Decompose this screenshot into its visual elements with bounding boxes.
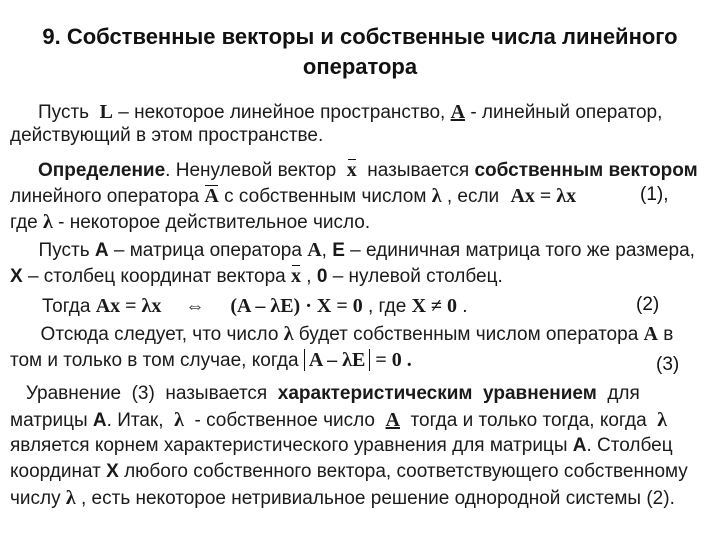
text-line: действующий в этом пространстве. (10, 125, 324, 146)
math-symbol: λ (43, 211, 53, 233)
equation-number: (1), (640, 184, 669, 205)
text: линейного оператора (10, 186, 205, 207)
formula: = 0 . (370, 349, 412, 371)
text-line (38, 158, 720, 183)
text-line (10, 264, 710, 289)
math-symbol: A (385, 409, 400, 431)
text: - линейный оператор, (465, 102, 663, 123)
text: Пусть (28, 240, 95, 261)
text-line (28, 238, 720, 263)
equation-number: (3) (656, 354, 680, 375)
math-symbol: λ (283, 323, 294, 345)
bold-term: характеристическим уравнением (277, 383, 597, 404)
text: матрицы (10, 410, 93, 431)
text: тогда и только тогда, когда (399, 410, 658, 431)
math-symbol: A (94, 240, 109, 261)
determinant: A – λE (304, 349, 371, 371)
text: , (321, 240, 333, 261)
text: Пусть (38, 102, 100, 123)
text-line (10, 184, 710, 209)
text-line (10, 434, 710, 458)
math-symbol: A (204, 185, 219, 207)
math-symbol: E (332, 240, 345, 261)
text: . Ненулевой вектор (165, 160, 347, 181)
text: , есть некоторое нетривиальное решение однородной системы (2). (75, 488, 675, 509)
text: – нулевой столбец. (327, 266, 503, 287)
text: , (301, 266, 317, 287)
math-symbol: x (291, 265, 301, 287)
text: , где (362, 296, 412, 317)
formula: Ax = λx (95, 295, 162, 317)
text: для (596, 383, 640, 404)
text: координат (10, 461, 107, 482)
math-symbol: λ (65, 487, 76, 509)
math-symbol: A (92, 410, 107, 431)
math-symbol: λ (657, 409, 668, 431)
text: в (658, 324, 674, 345)
text: – некоторое линейное пространство, (112, 102, 451, 123)
text: . (457, 296, 468, 317)
text-line (10, 486, 710, 511)
text: том и только в том случае, когда (10, 350, 304, 371)
text: с собственным числом (218, 186, 432, 207)
formula: X ≠ 0 (411, 295, 457, 317)
math-symbol: λ (174, 409, 184, 431)
text: числу (10, 488, 66, 509)
math-symbol: A (572, 435, 587, 456)
bold-term: собственным вектором (474, 160, 698, 181)
math-symbol: A (307, 239, 322, 261)
math-symbol: L (99, 101, 113, 123)
math-symbol: 0 (316, 266, 328, 287)
text: , если (441, 186, 505, 207)
definition-term: Определение (38, 160, 166, 181)
page-title (30, 22, 690, 82)
text: Отсюда следует, что число (30, 324, 284, 345)
text: – единичная матрица того же размера, (344, 240, 695, 261)
text-line (10, 348, 710, 373)
equation-number: (2) (636, 294, 660, 315)
formula: (A – λE) · X = 0 (230, 295, 363, 317)
text: называется (356, 160, 475, 181)
text: Уравнение (3) называется (10, 383, 278, 404)
math-symbol: λ (431, 185, 442, 207)
text: - некоторое действительное число. (52, 212, 371, 233)
text: . Итак, (106, 410, 175, 431)
text: любого собственного вектора, соответствующего собственному (118, 461, 688, 482)
text-line (10, 382, 710, 406)
text: Тогда (42, 296, 96, 317)
text: . Столбец (586, 435, 673, 456)
math-symbol: X (106, 461, 119, 482)
iff-symbol: ⇔ (185, 296, 205, 317)
title-line-2: оператора (302, 54, 418, 79)
text-line (30, 322, 720, 347)
formula: Ax = λx (510, 185, 577, 207)
text-line (10, 210, 710, 235)
text: – столбец координат вектора (22, 266, 291, 287)
text-line (10, 460, 710, 484)
text: является корнем характеристического уравнения для матрицы (10, 435, 573, 456)
text: - собственное число (183, 410, 386, 431)
text: – матрица оператора (108, 240, 308, 261)
math-symbol: x (346, 159, 357, 181)
text-line (38, 100, 720, 125)
math-symbol: A (450, 101, 466, 123)
text-line (42, 294, 720, 319)
math-symbol: A (643, 323, 658, 345)
text-line (10, 408, 710, 433)
title-line-1: 9. Собственные векторы и собственные числа линейного (42, 24, 678, 49)
math-symbol: X (10, 266, 23, 287)
text: где (10, 212, 44, 233)
text: будет собственным числом оператора (293, 324, 644, 345)
